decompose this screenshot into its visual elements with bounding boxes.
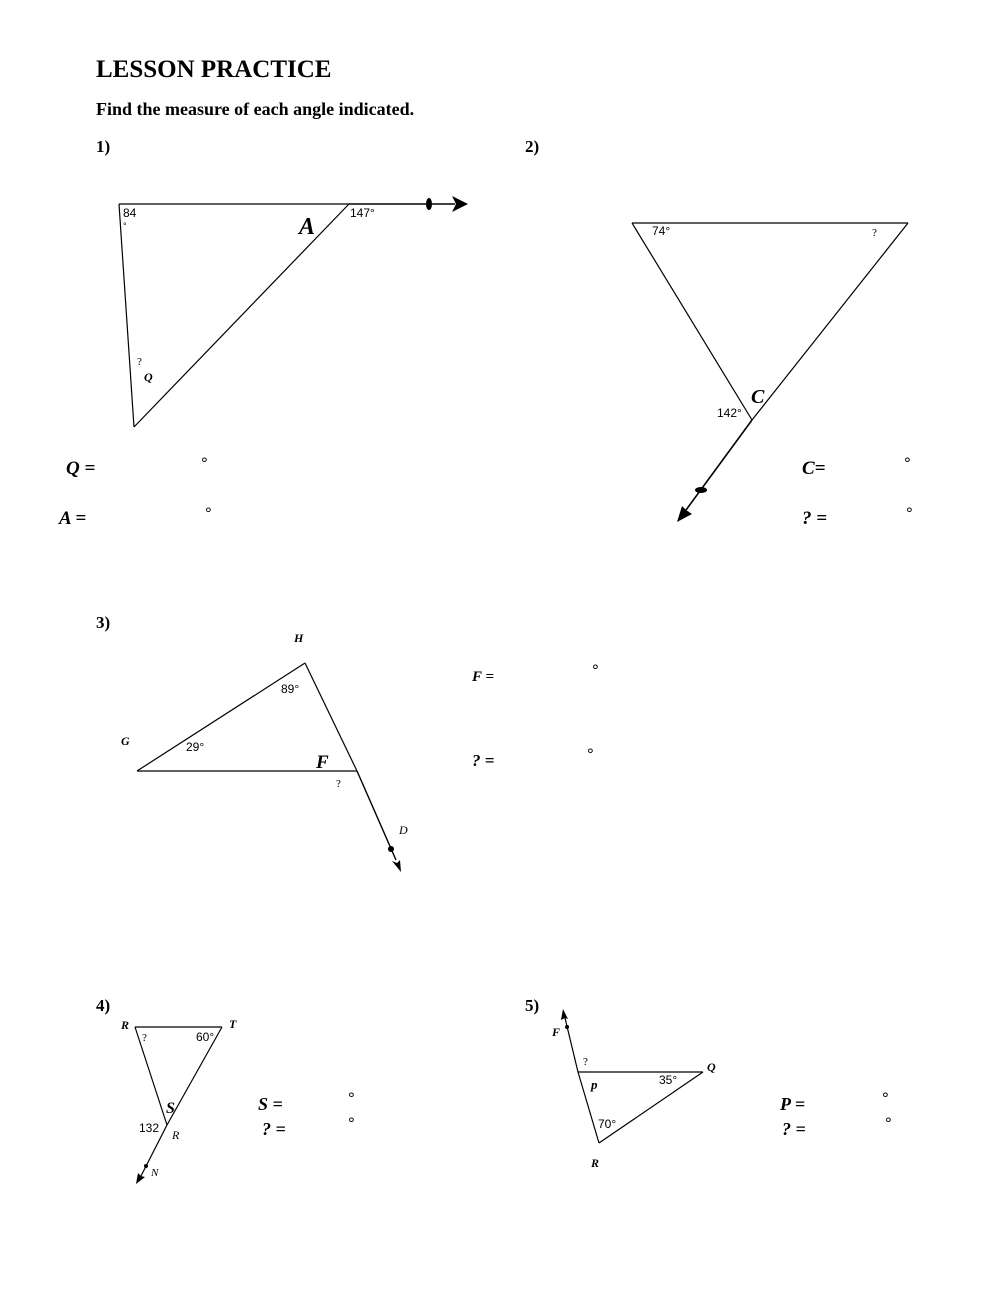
problem-3-vertex-h: H bbox=[294, 631, 304, 645]
problem-1-number: 1) bbox=[96, 137, 111, 156]
problem-4-label-r: R bbox=[172, 1128, 180, 1142]
answer-p-label: P = bbox=[780, 1094, 806, 1114]
answer-q-degree: ° bbox=[201, 454, 208, 473]
answer-4-unknown-degree: ° bbox=[348, 1114, 355, 1133]
problem-2-angle-74: 74° bbox=[652, 224, 671, 238]
problem-5-angle-70: 70° bbox=[598, 1117, 617, 1131]
problem-4-number: 4) bbox=[96, 996, 111, 1015]
problem-3-point-d: D bbox=[399, 823, 408, 837]
answer-5-unknown-degree: ° bbox=[885, 1114, 892, 1133]
problem-1-vertex-q: Q bbox=[144, 370, 153, 384]
answer-2-unknown-label: ? = bbox=[802, 508, 828, 529]
problem-4-triangle bbox=[135, 1027, 222, 1176]
problem-4-exterior-132: 132 bbox=[139, 1121, 160, 1135]
problem-2-ray-point bbox=[695, 487, 707, 493]
answer-a-input[interactable] bbox=[100, 508, 200, 530]
answer-s-input[interactable] bbox=[292, 1094, 344, 1116]
answer-p-input[interactable] bbox=[816, 1094, 876, 1116]
problem-2-number: 2) bbox=[525, 137, 540, 156]
problem-3-triangle bbox=[137, 663, 396, 860]
problem-2-arrowhead bbox=[677, 506, 692, 522]
problem-4-arrowhead bbox=[136, 1173, 145, 1184]
problem-5-angle-35: 35° bbox=[659, 1073, 678, 1087]
problem-3-vertex-g: G bbox=[121, 734, 130, 748]
answer-f-degree: ° bbox=[592, 661, 599, 680]
problem-3-vertex-f: F bbox=[316, 752, 329, 773]
answer-p-degree: ° bbox=[882, 1089, 889, 1108]
problem-5-vertex-q: Q bbox=[707, 1060, 716, 1074]
problem-2-exterior-142: 142° bbox=[717, 406, 742, 420]
problem-3-arrowhead bbox=[392, 860, 401, 872]
problem-2-angle-unknown: ? bbox=[872, 227, 877, 239]
answer-f-input[interactable] bbox=[505, 667, 585, 689]
page-title: LESSON PRACTICE bbox=[96, 56, 332, 83]
problem-3-ray-point bbox=[388, 846, 394, 852]
problem-5-vertex-r: R bbox=[591, 1156, 600, 1170]
answer-f-label: F = bbox=[472, 669, 495, 685]
problem-1-angle-84: 84 bbox=[123, 206, 137, 220]
answer-5-unknown-label: ? = bbox=[782, 1119, 806, 1139]
problem-1-exterior-147: 147° bbox=[350, 206, 375, 220]
problem-5-angle-unknown: ? bbox=[583, 1056, 588, 1068]
answer-3-unknown-input[interactable] bbox=[510, 750, 582, 772]
answer-3-unknown-label: ? = bbox=[472, 751, 495, 770]
answer-a-label: A = bbox=[59, 508, 87, 529]
answer-a-degree: ° bbox=[205, 504, 212, 523]
problem-5-number: 5) bbox=[525, 996, 540, 1015]
problem-4-vertex-r: R bbox=[121, 1018, 130, 1032]
answer-s-label: S = bbox=[258, 1094, 283, 1114]
problem-1-q-question: ? bbox=[137, 356, 142, 368]
answer-q-input[interactable] bbox=[108, 458, 198, 480]
problem-3-angle-89: 89° bbox=[281, 682, 300, 696]
problem-5-triangle bbox=[565, 1018, 703, 1143]
problem-4-ray-point bbox=[144, 1164, 148, 1168]
problem-4-point-n: N bbox=[151, 1167, 159, 1179]
instructions: Find the measure of each angle indicated. bbox=[96, 99, 415, 119]
problem-3-angle-unknown: ? bbox=[336, 778, 341, 790]
answer-c-input[interactable] bbox=[836, 458, 900, 480]
answer-5-unknown-input[interactable] bbox=[816, 1119, 878, 1141]
problem-3-angle-29: 29° bbox=[186, 740, 205, 754]
problem-4-vertex-t: T bbox=[229, 1017, 237, 1031]
problem-2-extension-ray bbox=[686, 420, 752, 510]
answer-2-unknown-degree: ° bbox=[906, 504, 913, 523]
answer-4-unknown-label: ? = bbox=[262, 1119, 286, 1139]
problem-1-ray-point bbox=[426, 198, 432, 210]
problem-5-vertex-p: p bbox=[591, 1077, 598, 1092]
answer-q-label: Q = bbox=[66, 458, 96, 479]
problem-5-ray-point bbox=[565, 1025, 569, 1029]
answer-4-unknown-input[interactable] bbox=[294, 1119, 344, 1141]
answer-c-label: C= bbox=[802, 458, 826, 479]
answer-2-unknown-input[interactable] bbox=[840, 508, 902, 530]
answer-3-unknown-degree: ° bbox=[587, 745, 594, 764]
problem-5-point-f: F bbox=[552, 1025, 561, 1039]
problem-3-number: 3) bbox=[96, 613, 111, 632]
problem-1-angle-84-degree: ° bbox=[123, 221, 127, 231]
answer-s-degree: ° bbox=[348, 1089, 355, 1108]
problem-2-vertex-c: C bbox=[751, 386, 765, 408]
problem-1-triangle bbox=[119, 204, 455, 427]
problem-4-angle-60: 60° bbox=[196, 1030, 215, 1044]
problem-1-vertex-a: A bbox=[299, 214, 316, 240]
answer-c-degree: ° bbox=[904, 454, 911, 473]
problem-4-angle-unknown: ? bbox=[142, 1032, 147, 1044]
problem-4-vertex-s: S bbox=[166, 1100, 175, 1117]
